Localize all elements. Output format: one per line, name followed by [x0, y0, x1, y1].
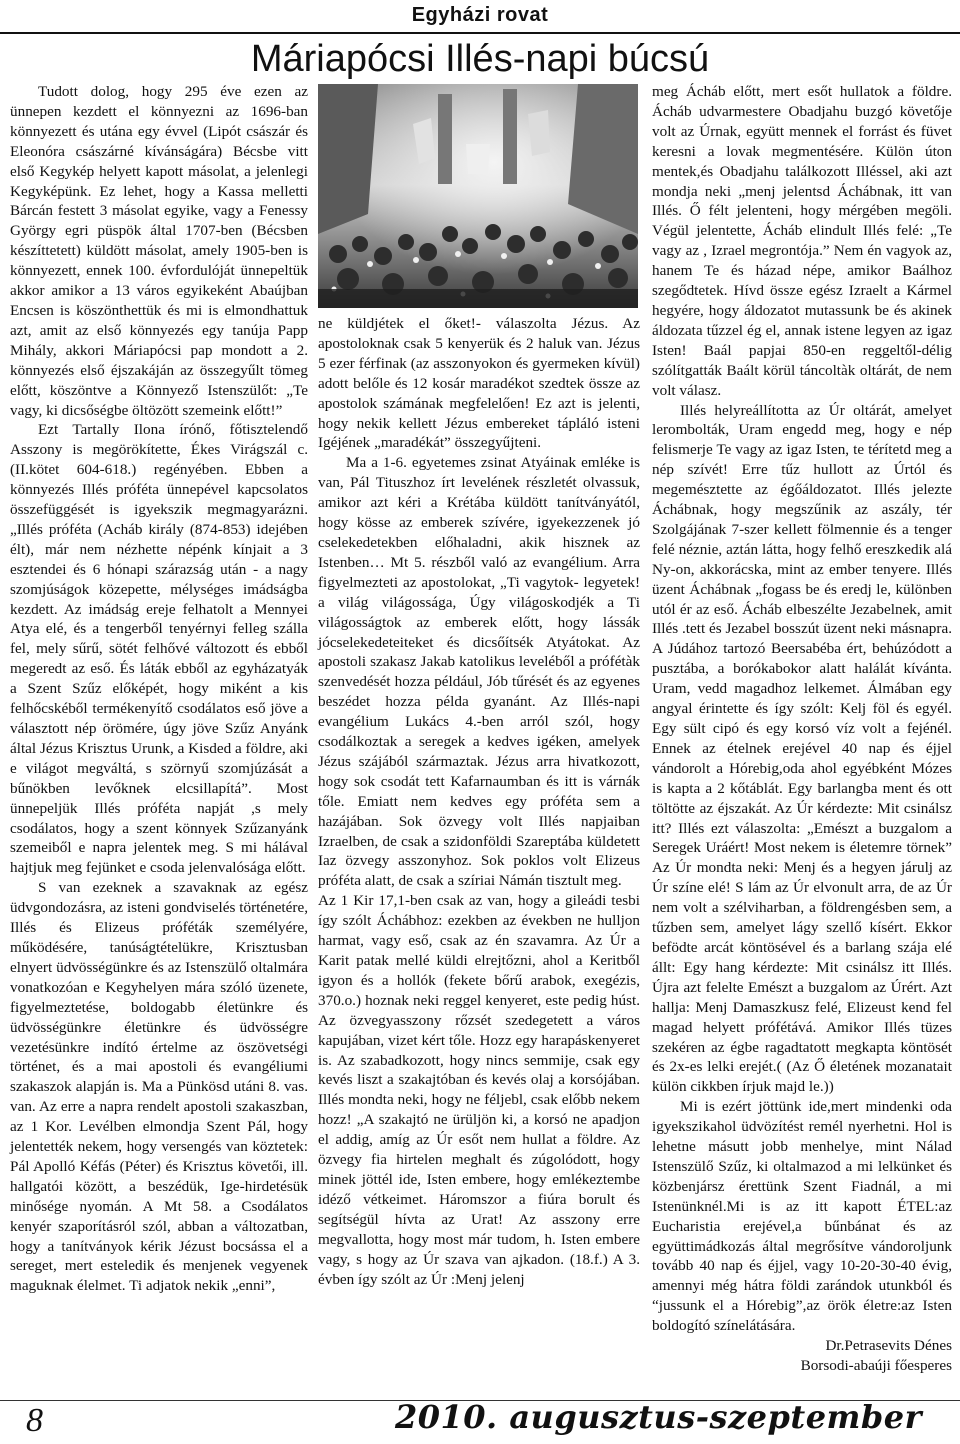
paragraph: S van ezeknek a szavaknak az egész üdvgondozásra, az isteni gondviselés történetére, Illés és Elizeus próféták személyére, működésére, tanúságtételükre, Krisztusban elnyert üdvösségünkre és az Istenszülő oltalmára vonatkozóan e Kegyhelyen mára szóló üzenete, figyelmeztetése, boldogabb életünkre és üdvösségünkre életünkre és üdvösségre vezetésünkre indító értelme az öszövetségi történet, és a mai apostoli és evangéliumi szakaszok alapján is. Ma a Pünkösd utáni 8. vas. van. Az erre a napra rendelt apostoli szakaszban, az 1 Kor. Levélben elmondja Szent Pál, hogy jelentették nekem, hogy versengés van köztetek: Pál Apolló Kéfás (Péter) és Krisztus követői, ill. hallgatói között, a beszédük, Ige-hirdetésük minősége nyomán. A Mt 58. a Csodálatos kenyér szaporításról szól, abban a változatban, hogy a tanítványok kérik Jézust bocsássa el a sereget, mert esteledik és menjenek vegyenek maguknak élelmet. Ti adjatok nekik „enni”, [10, 879, 308, 1295]
section-label: Egyházi rovat [411, 4, 549, 26]
paragraph: Az 1 Kir 17,1-ben csak az van, hogy a gileádi tesbi így szólt Áchábhoz: ezekben az években ne hulljon harmat, vagy eső, csak az én szavamra. Az Úr a Karit patak mellé küldi elrejtőzni, ahol a Keritből igyon és a hollók (fekete bőrű arabok, exegézis, 370.o.) hoznak neki reggel kenyeret, este pedig húst. Az özvegyasszony rőzsét szedegetett a város kapujában, vizet kért tőle. Hozz egy harapáskenyeret is. Az szabadkozott, hogy nincs semmije, csak egy kevés liszt a szakajtóban és kevés olaj a korsójában. Illés mondta neki, hogy ne féljebl, csak előbb nekem hozz! „A szakajtó ne ürüljön ki, a korsó ne apadjon el addig, amíg az Úr esőt nem hullat a földre. Az özvegy fia hirtelen meghalt és zúgolódott, hogy minek jöttél ide, Isten embere, hogy emlékeztembe idéző vétkeimet. Háromszor a fiúra borult és segítségül hívta az Urat! Az asszony erre megvallotta, hogy most már tudom, h. Isten embere vagy, s hogy az Úr szava van ajkadon. (18.f.) A 3. évben így szólt az Úr :Menj jelenj [318, 892, 640, 1288]
paragraph: Tudott dolog, hogy 295 éve ezen az ünnepen kezdett el könnyezni az 1696-ban könnyezett és utána egy évvel (Lipót császár és Eleonóra császárné kívánságára) Bécsbe vitt első Kegykép helyett kapott másolat, a jelenlegi Kegyképünk. Ez lehet, hogy a Kassa melletti Bárcán festett 3 másolat egyike, vagy a Fenessy György egri püspök által 1707-ben (Bécsben készíttetett) küldött másolat, amely 1905-ben is könnyezett, ennek 100. évfordulóját ünnepeltük akkor amikor a 13 város egyikeként Abaújban Encsen is köszönthettük és mi is elmondhattuk azt, amit az első könnyezés egy tanúja Papp Mihály, akkori Máriapócsi pap mondott a 2. könnyezés első éjszakáján az összegyűlt tömeg előtt, köszöntve a Könnyező Istenszülőt: „Te vagy, ki dicsőségbe öltözött szemeink előtt!” [10, 83, 308, 419]
page-title: Máriapócsi Illés-napi búcsú [250, 38, 710, 80]
paragraph: ne küldjétek el őket!- válaszolta Jézus. Az apostoloknak csak 5 kenyerük és 2 haluk van. Jézus 5 ezer férfinak (az asszonyokon és gyermeken kívül) adott belőle és 12 kosár maradékot szedtek össze az apostolok számának megfelelően! Ez azt is jelenti, hogy nekik kellett Jézus embereket tápláló isteni Igéjének „maradékát” összegyűjteni. [318, 315, 640, 452]
issue-date: 2010. augusztus-szeptember [394, 1398, 922, 1436]
article-column-middle [318, 314, 640, 1289]
paragraph: Mi is ezért jöttünk ide,mert mindenki oda igyekszikahol üdvözítést remél nyerhetni. Hol is lehetne másutt jobb menhelye, mint Nálad Istenszülő Szűz, ki oltalmazod a mi lelkünket és közbenjársz érettünk Szent Fiadnál, a mi Istenünknél.Mi is az itt kapott ÉTEL:az Eucharistia erejével,a bűnbánat és az együttimádkozás által megrősítve vándoroljunk tovább 40 nap és éjjel, vagy 10-20-30-40 évig, amennyi még hátra földi zarándok utunkból és “jussunk el a Hórebig”,az örök életre:az Isten boldogító színelátására. [652, 1098, 952, 1335]
article-column-left [10, 82, 308, 1296]
paragraph: Illés helyreállította az Úr oltárát, amelyet lerombolták, Uram engedd meg, hogy e nép felismerje Te vagy az igaz Isten, te térítetd meg a nép szívét! Erre tűz hullott az Úrtól és megemésztette az égőáldozatot. Illés jelezte Áchábnak, hogy megszűnik az aszály, tér Szolgájának 7-szer kellett fölmennie és a tenger felé néznie, aztán látta, hogy felhő ereszkedik alá Ny-on, akkorácska, mint az ember tenyere. Illés üzent Áchábnak „fogass be és eredj le, különben utól ér az eső. Ácháb elbeszélte Jezabelnek, amit Illés .tett és Jezabel bosszút üzent neki másnapra. A Júdához tartozó Beersabéba ért, behúzódott a pusztába, a borókabokor alatt halálát kívánta. Uram, vedd magadhoz lelkemet. Álmában egy angyal érintette és így szólt: Kelj föl és egyél. Egy sült cipó és egy korsó víz volt a fejénél. Ennek az ételnek erejével 40 nap és éjjel vándorolt a Hórebig,oda ahol egyébként Mózes is kapta a 2 kőtáblát. Egy barlangba ment és ott töltötte az éjszakát. Az Úr kérdezte: Mit csinálsz itt? Illés ezt válaszolta: „Emészt a buzgalom a Seregek Uráért! Most nekem is életemre törnek” Az Úr mondta neki: Menj és a hegyen járulj az Úr színe elé! S lám az Úr elvonult arra, de az Úr nem volt a szélviharban, a földrengésben sem, a tűzben sem, amelyet lágy szellő kísért. Ekkor befödte arcát köntösével és a barlang szája elé állt: Egy hang kérdezte: Mit csinálsz itt Illés. Újra azt felelte Emészt a buzgalom az Úrért. Azt hallja: Menj Damaszkusz felé, Elizeust kend fel magad helyett prófétává. Amikor Illés tüzes szekéren az égbe ragadtatott megkapta köntösét és 2x-es lelki erejét.( (Az Ő életének mozanatait külön cikkben írjuk majd le.)) [652, 401, 952, 1096]
paragraph: meg Ácháb előtt, mert esőt hullatok a földre. Ácháb udvarmestere Obadjahu buzgó követője volt az Úrnak, együtt mennek el forrást és füvet keresni a lovak megmentésére. Külön úton mentek,és Obadjahu találkozott Illéssel, aki azt mondja neki „menj jelentsd Áchábnak, itt van Illés. Ő félt jelenteni, hogy mérgében megöli. Végül jelentette, Ácháb elindult Illés felé: „Te vagy az , Izrael megrontója.” Nem én vagyok az, hanem Te és házad népe, amikor Baálhoz szegődtetek. Hívd össze egész Izraelt a Kármel hegyére, hogy áldozatot mutassunk be és akinek áldozata tűzzel ég el, annak istene legyen az igaz Isten! Baál papjai 850-en reggeltől-délig szólítgatták Baált körül táncoltàk oltárát, de nem volt válasz. [652, 83, 952, 399]
page-number: 8 [26, 1402, 43, 1439]
procession-photo [318, 84, 638, 308]
author-name: Dr.Petrasevits Dénes [825, 1337, 952, 1355]
header-rule [0, 32, 960, 34]
article-column-right [652, 82, 952, 1376]
paragraph: Ezt Tartally Ilona írónő, főtisztelendő Asszony is megörökítette, Ékes Virágszál c. (II.kötet 604-618.) regényében. Ebben a könnyezés Illés próféta ünnepével kapcsolatos összefüggését is igyekszik megmagyarázni. „Illés próféta (Acháb király (874-853) idejében élt), már nem nézhette népénk kínjait a 3 esztendei és 6 hónapi szárazság után - a nagy szomjúságok közepette, mélységes imádságba kezdett. Az imádság ereje felhatolt a Mennyei Atya elé, és a tengerből tenyérnyi felleg szálla fel, mely sűrű, sötét felhővé változott és ebből megeredt az eső. És láták ebből az egyházatyák a Szent Szűz előképét, hogy miként a kis felhőcskéből termékenyítő csodálatos eső jöve a választott nép örömére, úgy jöve Szűz Anyánk által Jézus Krisztus Urunk, a Kisded a földre, aki e világot megváltá, s szörnyű szomjúzását a bűnökben levőknek elcsillapítá”. Most ünnepeljük Illés próféta napját ,s mely csodálatos, hogy a szent könnyek Szűzanyánk szemeiből e napra jelentek meg. S mi hálával hajtjuk meg fejünket e csoda jelenvalósága előtt. [10, 421, 308, 877]
author-title: Borsodi-abaúji főesperes [800, 1357, 952, 1374]
paragraph: Ma a 1-6. egyetemes zsinat Atyáinak emléke is van, Pál Tituszhoz írt levelének részletét olvassuk, amikor azt kéri a Krétába küldött tanítványától, hogy kösse az emberek szívére, igyekezzenek jó cselekedetekben előhaladni, akik hisznek az Istenben… Mt 5. részből való az evangélium. Arra figyelmezteti az apostolokat, „Ti vagytok- legyetek! a világ világossága, Úgy világoskodjék a Ti világosságtok az emberek előtt, hogy lássák jócselekedeteiteket és dicsőítsék Atyátokat. Az apostoli szakasz Jakab katolikus leveléből a prófétàk szenvedését hozza például, Jób tűrését és az egyenes beszédet hozza példa gyanánt. Az Illés-napi evangélium Lukács 4.-ben arról szól, hogy csodálkoztak a seregek a kedves igéken, amelyek Jézus szájából származtak. Jézus arra hivatkozott, hogy sok csodát tett Kafarnaumban és itt is várnák tőle. Emiatt nem kedves egy próféta sem a hazájában. Sok özvegy volt Illés napjaiban Izraelben, de csak a szidonföldi Szareptába küldetett Iaz özvegy asszonyhoz. Sok poklos volt Elizeus próféta alatt, de csak a szíriai Námán tisztult meg. [318, 454, 640, 890]
